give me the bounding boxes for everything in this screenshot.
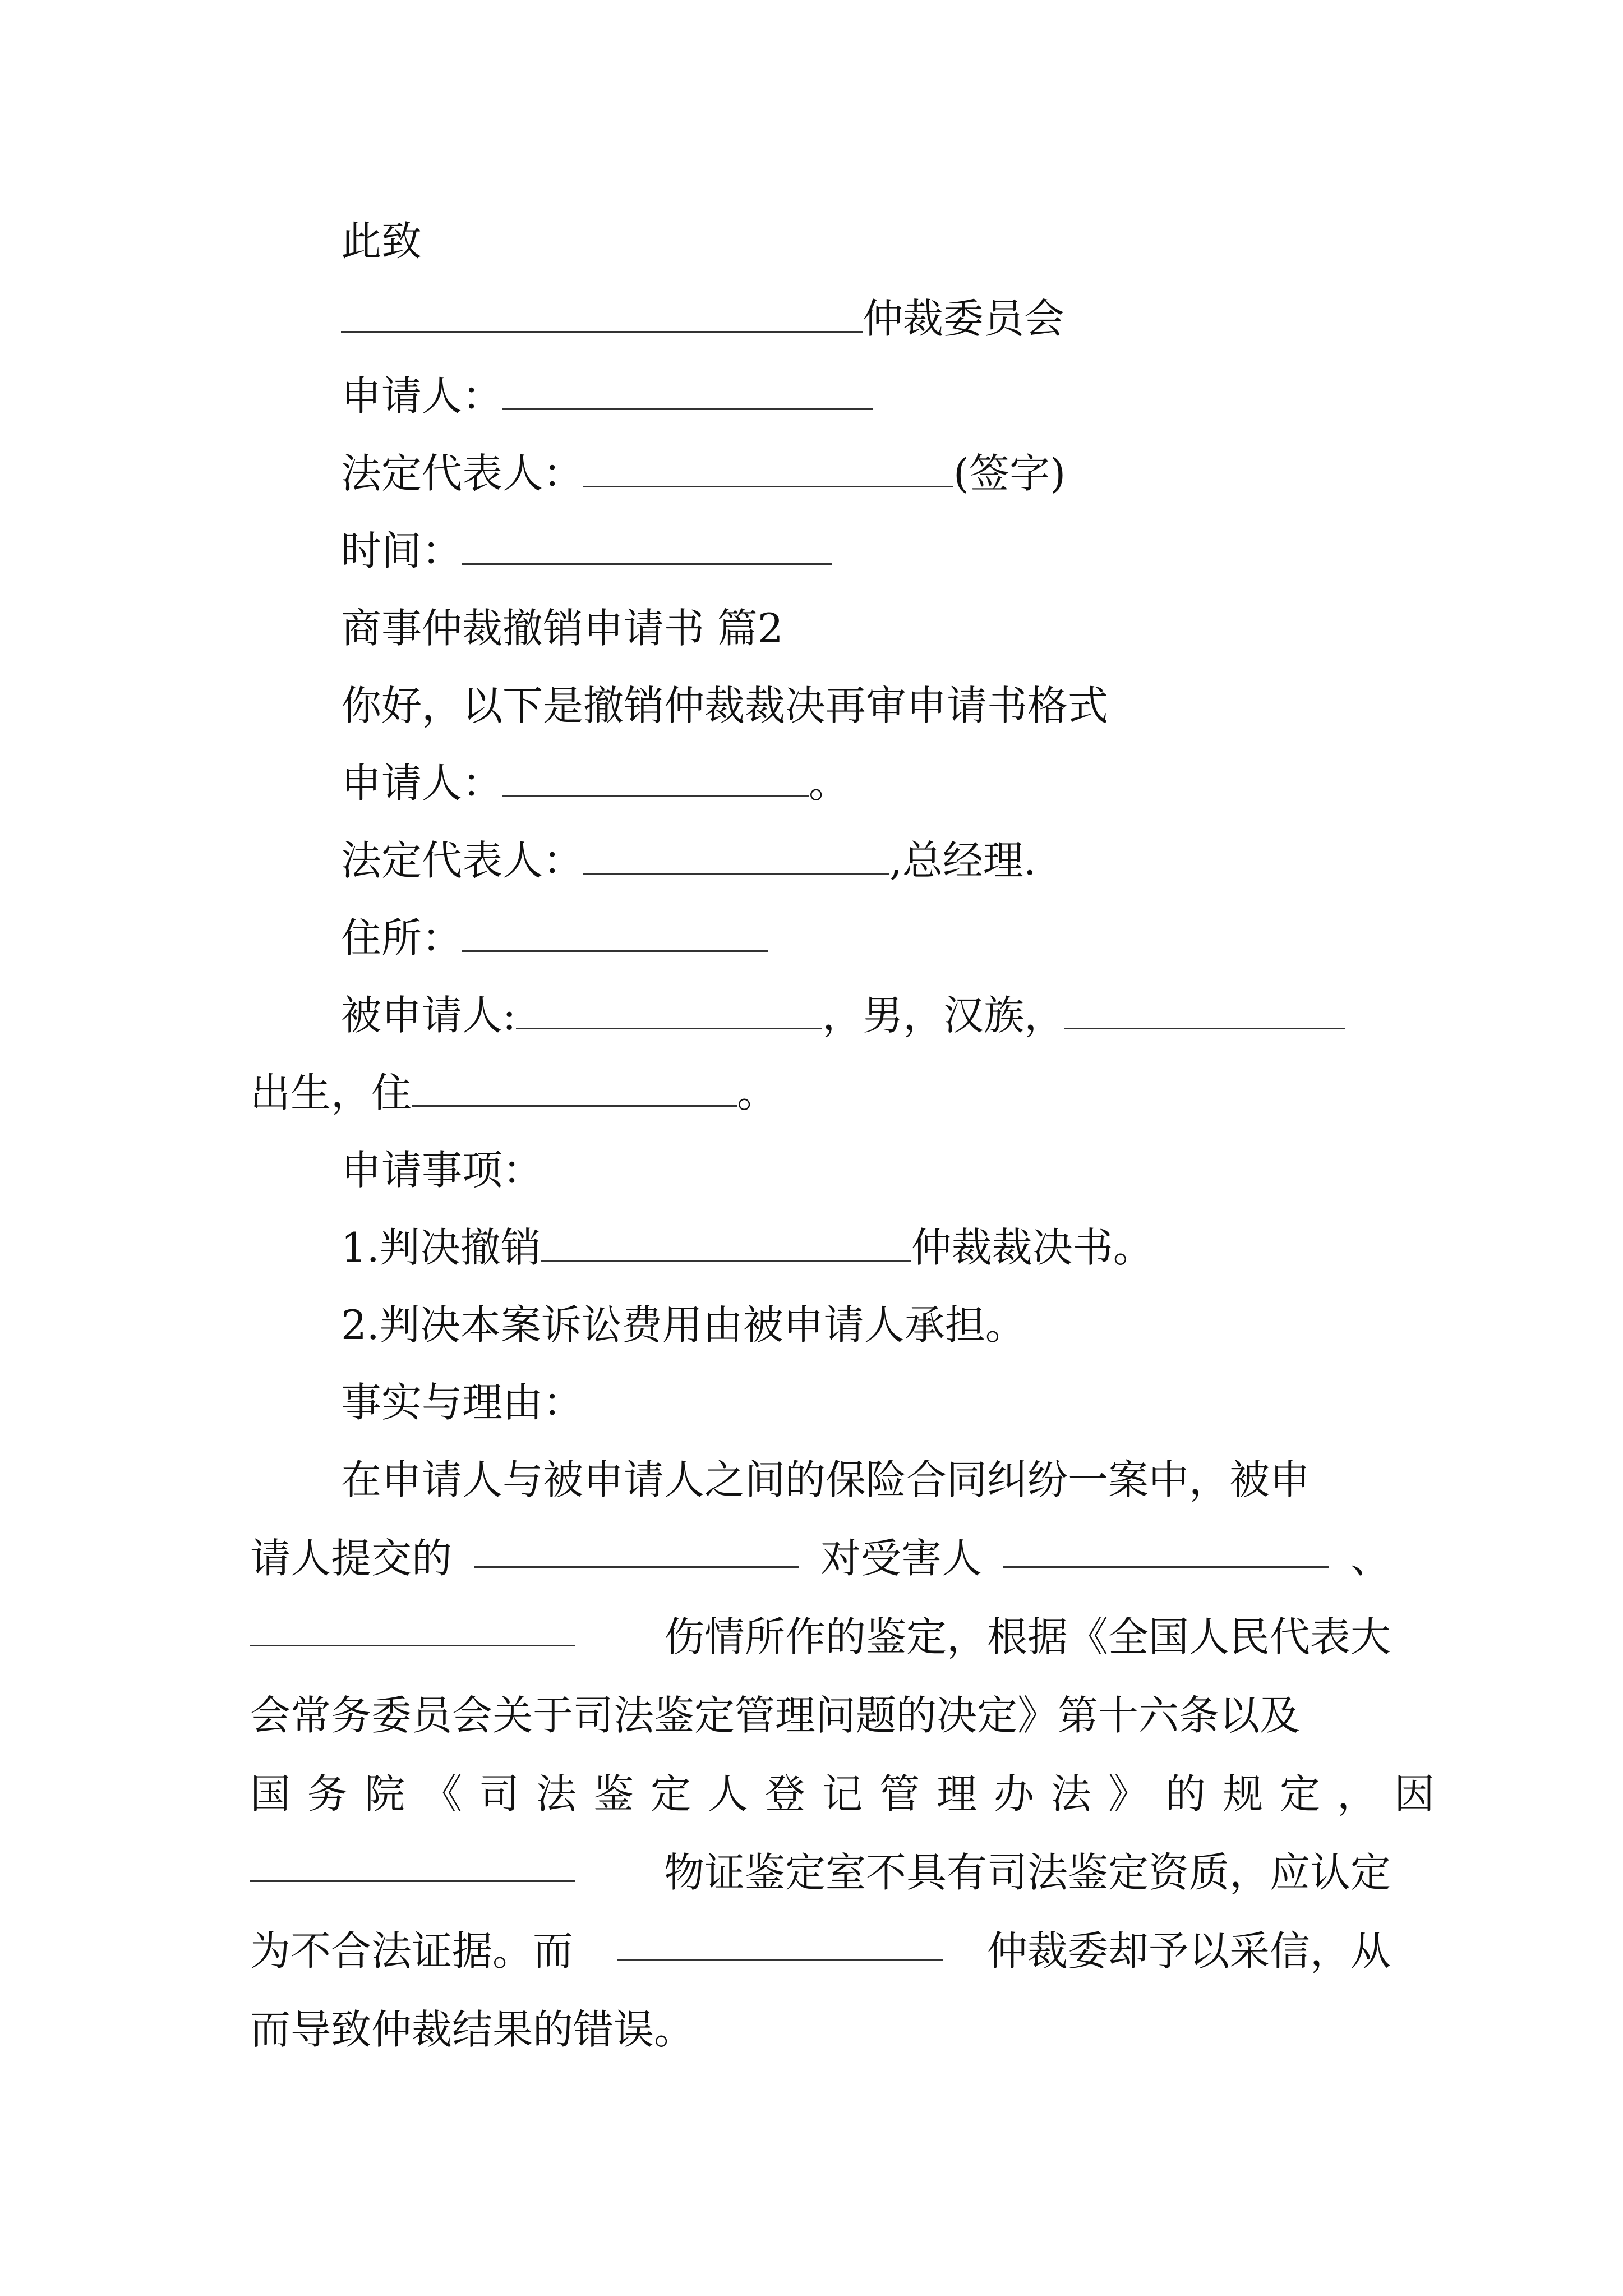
facts-blank-1 (474, 1530, 799, 1568)
item1-blank (541, 1224, 911, 1262)
time-label: 时间： (341, 527, 463, 574)
born-end: 。 (737, 1069, 778, 1116)
greeting-text: 你好，以下是撤销仲裁裁决再审申请书格式 (341, 682, 1109, 729)
facts-label: 事实与理由： (341, 1379, 584, 1426)
item2-line (341, 1297, 1623, 1353)
facts-row-2-a: 请人提交的 (250, 1535, 453, 1582)
item2-text: 2.判决本案诉讼费用由被申请人承担。 (341, 1301, 1026, 1349)
item1-prefix: 1.判决撤销 (341, 1224, 541, 1271)
facts-row-5 (250, 1766, 1452, 1844)
respondent-line (341, 987, 1623, 1043)
facts-blank-3 (250, 1609, 575, 1646)
facts-row-6-text: 物证鉴定室不具有司法鉴定资质，应认定 (663, 1849, 1391, 1896)
address-line (341, 910, 1623, 966)
facts-row-1 (250, 1452, 1391, 1530)
facts-paragraph (250, 1452, 1452, 2080)
legal-rep-label: 法定代表人： (341, 450, 584, 497)
born-live-text: 出生，住 (250, 1069, 412, 1116)
facts-row-2-c: 、 (1350, 1535, 1391, 1582)
matters-line (341, 1142, 1623, 1198)
applicant-label: 申请人： (341, 372, 503, 420)
address-blank (462, 914, 768, 952)
facts-row-7-a: 为不合法证据。而 (250, 1927, 574, 1975)
section-title-text: 商事仲裁撤销申请书 篇2 (341, 605, 783, 652)
facts-row-6 (250, 1844, 1391, 1923)
applicant2-blank (502, 760, 809, 797)
birth-blank (1064, 992, 1345, 1029)
applicant2-end: 。 (809, 760, 850, 807)
item1-suffix: 仲裁裁决书。 (911, 1224, 1154, 1271)
respondent-blank (516, 992, 822, 1029)
born-line (250, 1065, 1623, 1121)
item1-line (341, 1220, 1623, 1276)
facts-row-5-text: 国务院《司法鉴定人登记管理办法》的规定，因 (250, 1770, 1452, 1818)
salutation-text: 此致 (341, 218, 422, 265)
address-label: 住所： (341, 914, 463, 961)
facts-blank-4 (250, 1844, 575, 1882)
facts-label-line (341, 1374, 1623, 1430)
residence-blank (412, 1069, 737, 1107)
facts-row-7-b: 仲裁委却予以采信，从 (986, 1927, 1391, 1975)
facts-blank-2 (1003, 1530, 1329, 1568)
applicant-line (341, 368, 1623, 424)
committee-line (341, 291, 1623, 347)
respondent-mid: ，男，汉族， (822, 992, 1065, 1039)
sign-note: (签字) (953, 450, 1066, 497)
legal-rep2-suffix: ,总经理. (889, 837, 1036, 884)
facts-row-8-text: 而导致仲裁结果的错误。 (250, 2006, 695, 2053)
legal-rep2-label: 法定代表人： (341, 837, 584, 884)
section-title (341, 600, 1623, 656)
facts-blank-5 (617, 1923, 943, 1961)
facts-row-3-text: 伤情所作的鉴定，根据《全国人民代表大 (663, 1613, 1391, 1660)
facts-row-2-b: 对受害人 (820, 1535, 982, 1582)
applicant2-label: 申请人： (341, 760, 503, 807)
applicant2-line (341, 755, 1623, 811)
respondent-label: 被申请人: (341, 992, 517, 1039)
applicant-blank (502, 372, 873, 410)
legal-rep-line (341, 445, 1623, 501)
matters-label: 申请事项： (341, 1147, 543, 1194)
facts-row-7 (250, 1923, 1391, 2001)
legal-rep2-line (341, 832, 1623, 889)
committee-blank (341, 295, 863, 333)
legal-rep2-blank (583, 837, 889, 875)
facts-row-2 (250, 1530, 1391, 1609)
facts-row-4-text: 会常务委员会关于司法鉴定管理问题的决定》第十六条以及 (250, 1692, 1301, 1739)
greeting-line (341, 678, 1623, 734)
legal-rep-blank (583, 450, 953, 487)
time-line (341, 523, 1623, 579)
facts-row-1-text: 在申请人与被申请人之间的保险合同纠纷一案中，被申 (341, 1456, 1311, 1503)
facts-row-8 (250, 2001, 1391, 2080)
salutation (341, 213, 1623, 269)
time-blank (462, 527, 832, 565)
facts-row-3 (250, 1609, 1391, 1687)
committee-suffix: 仲裁委员会 (863, 295, 1065, 342)
facts-row-4 (250, 1687, 1391, 1766)
